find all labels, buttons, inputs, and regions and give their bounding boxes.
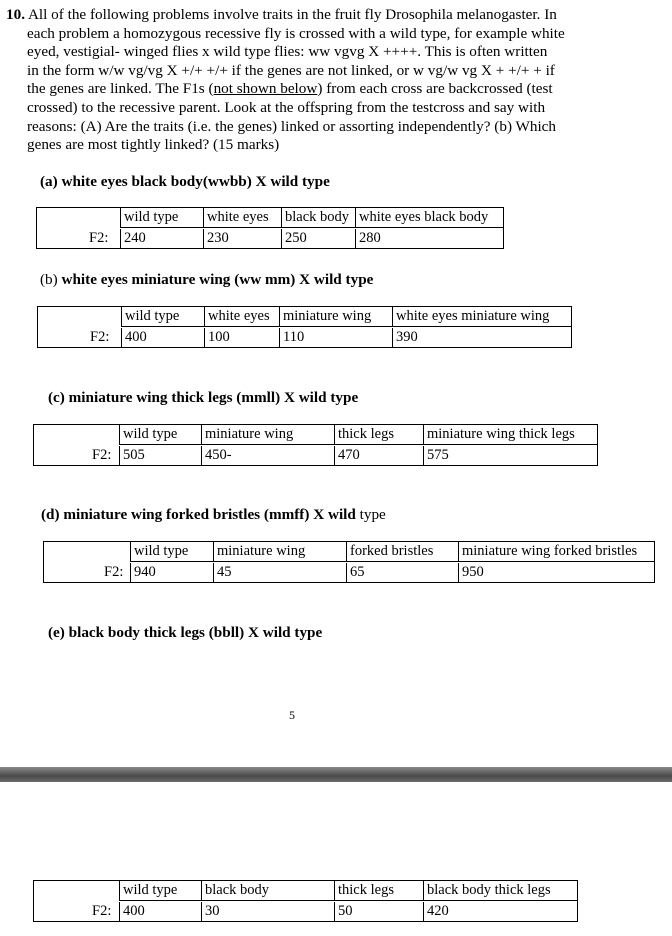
- f2-label: F2:: [89, 230, 109, 246]
- problem-line-6: crossed) to the recessive parent. Look at the offspring from the testcross and say with: [27, 98, 546, 116]
- problem-line-8: genes are most tightly linked? (15 marks): [27, 136, 280, 154]
- table-header: white eyes: [203, 208, 281, 228]
- table-cell: 950: [458, 563, 654, 583]
- table-cell: 250: [281, 229, 355, 249]
- problem-number: 10.: [6, 6, 25, 23]
- table-cell: 110: [279, 328, 392, 348]
- table-header: miniature wing: [201, 425, 334, 445]
- table-cell: 450-: [201, 446, 334, 466]
- part-d-heading-suffix: type: [355, 506, 386, 523]
- table-header: miniature wing: [213, 542, 346, 562]
- problem-line-5-underlined: not shown below: [213, 80, 318, 98]
- problem-line-5b: ) from each cross are backcrossed (test: [317, 80, 553, 98]
- part-a-table: [36, 207, 504, 249]
- table-cell: 50: [334, 902, 423, 922]
- part-b-prefix: (b): [40, 271, 62, 288]
- part-d-table: [43, 541, 655, 583]
- page-number: 5: [289, 708, 295, 722]
- table-header: miniature wing thick legs: [423, 425, 597, 445]
- problem-line-5a: the genes are linked. The F1s (: [27, 80, 214, 98]
- part-b-heading-text: white eyes miniature wing (ww mm) X wild type: [61, 271, 374, 288]
- f2-label: F2:: [90, 329, 110, 345]
- table-header: miniature wing forked bristles: [458, 542, 654, 562]
- table-header: wild type: [119, 881, 201, 901]
- f2-label: F2:: [104, 564, 124, 580]
- table-cell: 65: [346, 563, 458, 583]
- table-cell: 470: [334, 446, 423, 466]
- table-header: white eyes: [204, 307, 279, 327]
- table-header: thick legs: [334, 881, 423, 901]
- table-header: wild type: [119, 425, 201, 445]
- part-d-heading-text: (d) miniature wing forked bristles (mmff) X wild: [41, 506, 356, 523]
- table-header: black body: [201, 881, 334, 901]
- part-e-heading: (e) black body thick legs (bbll) X wild type: [48, 624, 323, 641]
- table-cell: 240: [120, 229, 203, 249]
- table-header: black body: [281, 208, 355, 228]
- part-e-table: [33, 880, 578, 922]
- table-cell: 280: [355, 229, 503, 249]
- table-header: forked bristles: [346, 542, 458, 562]
- table-header: white eyes miniature wing: [392, 307, 571, 327]
- table-cell: 940: [130, 563, 213, 583]
- table-cell: 230: [203, 229, 281, 249]
- table-header: wild type: [121, 307, 204, 327]
- part-d-heading: [41, 506, 386, 524]
- table-header: wild type: [130, 542, 213, 562]
- table-header: thick legs: [334, 425, 423, 445]
- page-break-bar: [0, 767, 672, 782]
- problem-line-7: reasons: (A) Are the traits (i.e. the genes) linked or assorting independently? (b) Which: [27, 117, 557, 135]
- problem-line-1: All of the following problems involve traits in the fruit fly Drosophila melanogaster. In: [27, 6, 557, 23]
- problem-line-4: in the form w/w vg/vg X +/+ +/+ if the genes are not linked, or w vg/w vg X + +/+ + if: [27, 61, 555, 79]
- table-cell: 400: [119, 902, 201, 922]
- table-cell: 420: [423, 902, 577, 922]
- table-cell: 505: [119, 446, 201, 466]
- table-cell: 30: [201, 902, 334, 922]
- problem-text: [6, 6, 606, 155]
- f2-label: F2:: [92, 447, 112, 463]
- table-cell: 400: [121, 328, 204, 348]
- problem-statement: [6, 6, 606, 155]
- table-cell: 575: [423, 446, 597, 466]
- part-c-heading: (c) miniature wing thick legs (mmll) X wild type: [48, 389, 359, 406]
- problem-line-3: eyed, vestigial- winged flies x wild type flies: ww vgvg X ++++. This is often written: [27, 43, 548, 61]
- table-header: wild type: [120, 208, 203, 228]
- part-c-table: [33, 424, 598, 466]
- table-cell: 100: [204, 328, 279, 348]
- part-a-heading: (a) white eyes black body(wwbb) X wild type: [40, 173, 330, 190]
- table-cell: 45: [213, 563, 346, 583]
- table-header: miniature wing: [279, 307, 392, 327]
- table-header: black body thick legs: [423, 881, 577, 901]
- problem-line-2: each problem a homozygous recessive fly is crossed with a wild type, for example white: [27, 24, 565, 42]
- table-cell: 390: [392, 328, 571, 348]
- part-b-heading: [40, 271, 373, 289]
- part-b-table: [37, 306, 572, 348]
- f2-label: F2:: [92, 903, 112, 919]
- table-header: white eyes black body: [355, 208, 503, 228]
